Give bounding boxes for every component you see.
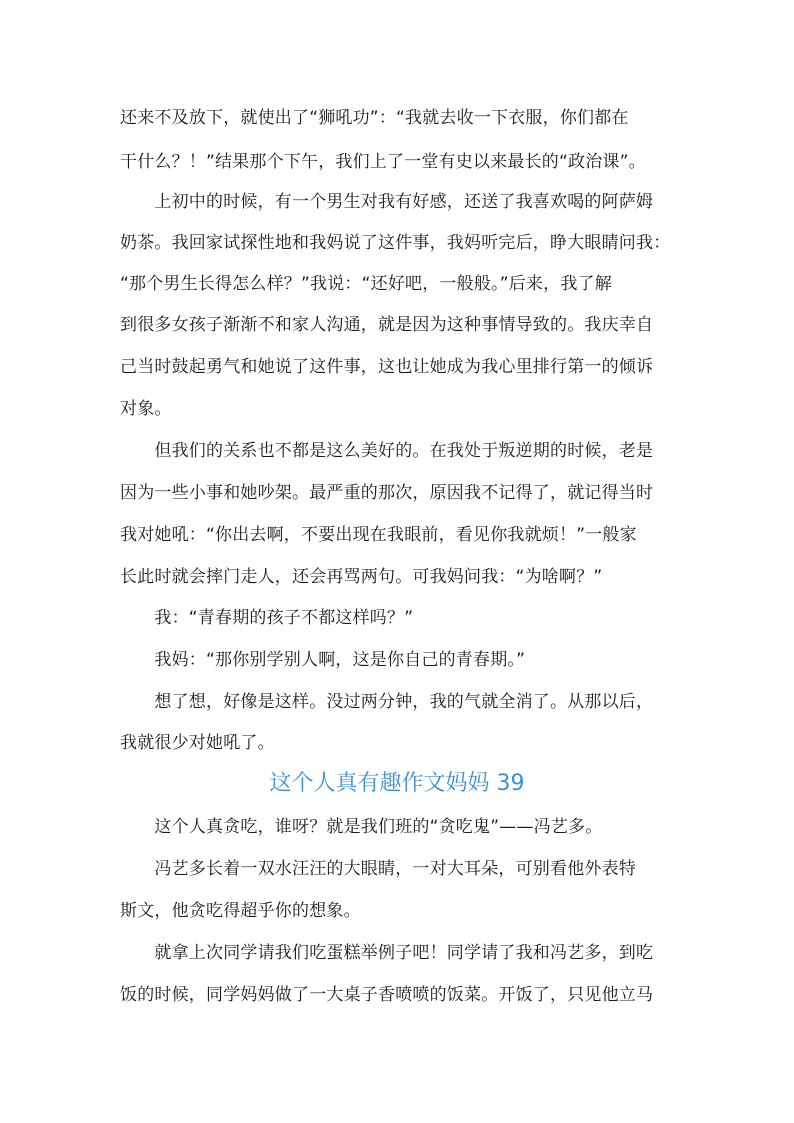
- paragraph-line: 斯文，他贪吃得超乎你的想象。: [120, 901, 361, 921]
- paragraph-line: 还来不及放下，就使出了“狮吼功”：“我就去收一下衣服，你们都在: [120, 108, 629, 128]
- paragraph-line: 干什么？！”结果那个下午，我们上了一堂有史以来最长的“政治课”。: [120, 152, 646, 172]
- paragraph-line: 饭的时候，同学妈妈做了一大桌子香喷喷的饭菜。开饭了，只见他立马: [120, 985, 654, 1005]
- paragraph-line: 到很多女孩子渐渐不和家人沟通，就是因为这种事情导致的。我庆幸自: [120, 315, 654, 335]
- paragraph-line: 己当时鼓起勇气和她说了这件事，这也让她成为我心里排行第一的倾诉: [120, 357, 654, 377]
- paragraph-line: 上初中的时候，有一个男生对我有好感，还送了我喜欢喝的阿萨姆: [120, 192, 654, 212]
- paragraph-line: 我对她吼：“你出去啊，不要出现在我眼前，看见你我就烦！”一般家: [120, 525, 637, 545]
- paragraph-line: 冯艺多长着一双水汪汪的大眼睛，一对大耳朵，可别看他外表特: [120, 859, 636, 879]
- paragraph-line: 这个人真贪吃，谁呀？就是我们班的“贪吃鬼”——冯艺多。: [120, 817, 603, 837]
- paragraph-line: 就拿上次同学请我们吃蛋糕举例子吧！同学请了我和冯艺多，到吃: [120, 943, 654, 963]
- paragraph-line: 对象。: [120, 399, 172, 419]
- paragraph-line: 长此时就会摔门走人，还会再骂两句。可我妈问我：“为啥啊？”: [120, 567, 603, 587]
- paragraph-line: “那个男生长得怎么样？”我说：“还好吧，一般般。”后来，我了解: [120, 274, 612, 294]
- paragraph-line: 奶茶。我回家试探性地和我妈说了这件事，我妈听完后，睁大眼睛问我：: [120, 233, 671, 253]
- article-title: 这个人真有趣作文妈妈 39: [269, 771, 525, 796]
- paragraph-line: 但我们的关系也不都是这么美好的。在我处于叛逆期的时候，老是: [120, 441, 654, 461]
- paragraph-line: 我就很少对她吼了。: [120, 733, 275, 753]
- paragraph-line: 我妈：“那你别学别人啊，这是你自己的青春期。”: [120, 650, 526, 670]
- paragraph-line: 我：“青春期的孩子不都这样吗？”: [120, 608, 414, 628]
- paragraph-line: 因为一些小事和她吵架。最严重的那次，原因我不记得了，就记得当时: [120, 483, 654, 503]
- paragraph-line: 想了想，好像是这样。没过两分钟，我的气就全消了。从那以后，: [120, 692, 654, 712]
